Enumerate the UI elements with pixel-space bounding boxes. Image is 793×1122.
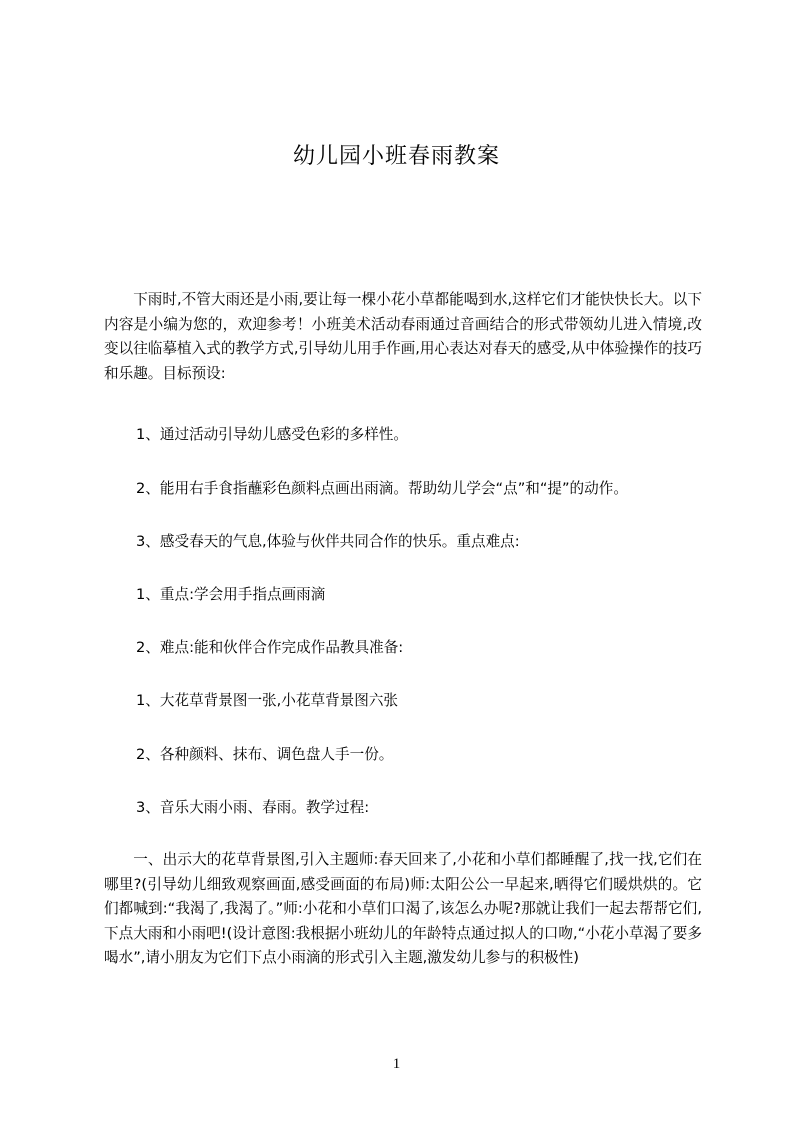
teaching-process-paragraph: 一、出示大的花草背景图,引入主题师:春天回来了,小花和小草们都睡醒了,找一找,它们在哪里?(引导幼儿细致观察画面,感受画面的布局)师:太阳公公一早起来,晒得它们暖烘烘的。它们都喊到:“我渴了,我渴了。”师:小花和小草们口渴了,该怎么办呢?那就让我们一起去帮帮它们,下点大雨和小雨吧!(设计意图:我根据小班幼儿的年龄特点通过拟人的口吻,“小花小草渴了要多喝水”,请小朋友为它们下点小雨滴的形式引入主题,激发幼儿参与的积极性)	[104, 851, 702, 967]
list-item-goal-1: 1、通过活动引导幼儿感受色彩的多样性。	[136, 426, 408, 443]
list-item-difficulty: 2、难点:能和伙伴合作完成作品教具准备:	[136, 639, 404, 656]
list-item-material-3: 3、音乐大雨小雨、春雨。教学过程:	[136, 799, 370, 816]
document-title: 幼儿园小班春雨教案	[292, 144, 500, 169]
list-item-material-2: 2、各种颜料、抹布、调色盘人手一份。	[136, 746, 394, 763]
page-number: 1	[392, 1056, 401, 1072]
list-item-goal-3: 3、感受春天的气息,体验与伙伴共同合作的快乐。重点难点:	[136, 533, 520, 550]
list-item-material-1: 1、大花草背景图一张,小花草背景图六张	[136, 692, 399, 709]
list-item-key-point: 1、重点:学会用手指点画雨滴	[136, 586, 326, 603]
list-item-goal-2: 2、能用右手食指蘸彩色颜料点画出雨滴。帮助幼儿学会“点”和“提”的动作。	[136, 480, 628, 497]
intro-paragraph: 下雨时,不管大雨还是小雨,要让每一棵小花小草都能喝到水,这样它们才能快快长大。以下内容是小编为您的，欢迎参考！小班美术活动春雨通过音画结合的形式带领幼儿进入情境,改变以往临摹植入式的教学方式,引导幼儿用手作画,用心表达对春天的感受,从中体验操作的技巧和乐趣。目标预设:	[104, 291, 702, 382]
